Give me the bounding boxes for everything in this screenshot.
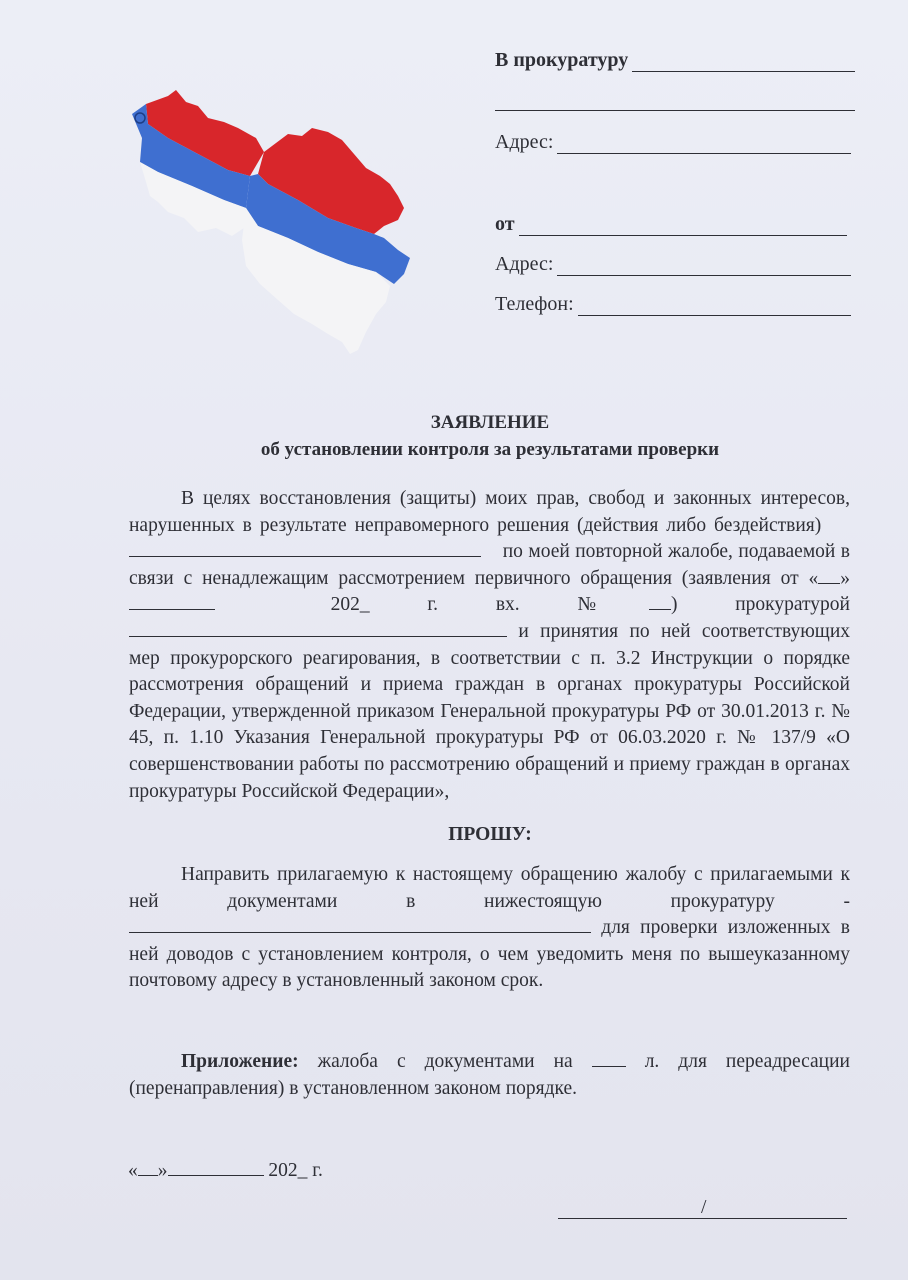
phone-blank xyxy=(578,297,851,316)
prosecutor-line xyxy=(495,48,855,72)
blank-day xyxy=(818,566,840,584)
request-heading: ПРОШУ: xyxy=(448,824,532,845)
flag-map-figurine xyxy=(128,88,420,356)
p2-text-b: для проверки изложенных в ней доводов с установлением контроля, о чем уведомить меня по вышеуказанному почтовому адресу в установленный законом срок. xyxy=(129,917,851,992)
attachment-label: Приложение: xyxy=(181,1051,299,1072)
address-blank-1 xyxy=(557,135,851,154)
from-line xyxy=(495,212,847,236)
prosecutor-label: В прокуратуру xyxy=(495,49,629,71)
date-close-quote: » xyxy=(157,1160,168,1181)
blank-lower-prosecutor xyxy=(129,915,591,933)
address-line-1 xyxy=(495,130,851,154)
document-subtitle: об установлении контроля за результатами проверки xyxy=(260,439,720,460)
blank-action xyxy=(129,539,481,557)
blank-date-day xyxy=(138,1158,158,1176)
prosecutor-blank-2 xyxy=(495,92,855,111)
date-line xyxy=(128,1158,323,1182)
p1-text-b: по моей повторной жалобе, подаваемой в связи с ненадлежащим рассмотрением первичного обращения (заявления от « xyxy=(129,541,850,589)
blank-signature-name xyxy=(707,1198,847,1219)
address-label-2: Адрес: xyxy=(495,253,554,275)
phone-line xyxy=(495,292,851,316)
blank-prosecutor xyxy=(129,619,507,637)
blank-month xyxy=(129,592,215,610)
p1-text-a: В целях восстановления (защиты) моих прав, свобод и законных интересов, нарушенных в результате неправомерного решения (действия либо бездействия) xyxy=(129,488,850,536)
address-line-2 xyxy=(495,252,851,276)
attachment-text-a: жалоба с документами на xyxy=(317,1051,573,1072)
attachment-paragraph xyxy=(129,1049,850,1102)
blank-number xyxy=(649,592,671,610)
p1-text-c: » xyxy=(840,567,850,589)
blank-date-month xyxy=(168,1158,264,1176)
blank-signature xyxy=(558,1198,700,1219)
signature-line xyxy=(558,1198,847,1219)
attachment-text-b: л. для переадресации (перенаправления) в установленном законом порядке. xyxy=(129,1051,850,1099)
p1-text-e: ) прокуратурой xyxy=(670,594,850,616)
main-paragraph xyxy=(129,486,850,805)
phone-label: Телефон: xyxy=(495,293,574,315)
address-label-1: Адрес: xyxy=(495,131,554,153)
from-blank xyxy=(519,217,847,236)
document-title: ЗАЯВЛЕНИЕ xyxy=(430,412,550,433)
address-blank-2 xyxy=(557,257,851,276)
request-paragraph xyxy=(129,862,850,995)
prosecutor-line-2 xyxy=(495,92,855,111)
signature-separator: / xyxy=(701,1197,707,1218)
date-open-quote: « xyxy=(128,1160,138,1181)
blank-pages xyxy=(592,1049,626,1067)
p1-text-f: и принятия по ней соответствующих мер прокурорского реагирования, в соответствии с п. 3.2 Инструкции о порядке рассмотрения обращений и приема граждан в органах прокуратуры Российской Федерации, утвержденной приказом Генеральной прокуратуры РФ от 30.01.2013 г. № 45, п. 1.10 Указания Генеральной прокуратуры РФ от 06.03.2020 г. № 137/9 «О совершенствовании работы по рассмотрению обращений и приему граждан в органах прокуратуры Российской Федерации», xyxy=(129,620,851,802)
p1-text-d: 202_ г. вх. № xyxy=(330,594,649,616)
date-year: 202_ г. xyxy=(268,1160,323,1181)
prosecutor-blank xyxy=(632,53,855,72)
p2-text-a: Направить прилагаемую к настоящему обращению жалобу с прилагаемыми к ней документами в нижестоящую прокуратуру - xyxy=(129,864,850,912)
from-label: от xyxy=(495,213,515,235)
